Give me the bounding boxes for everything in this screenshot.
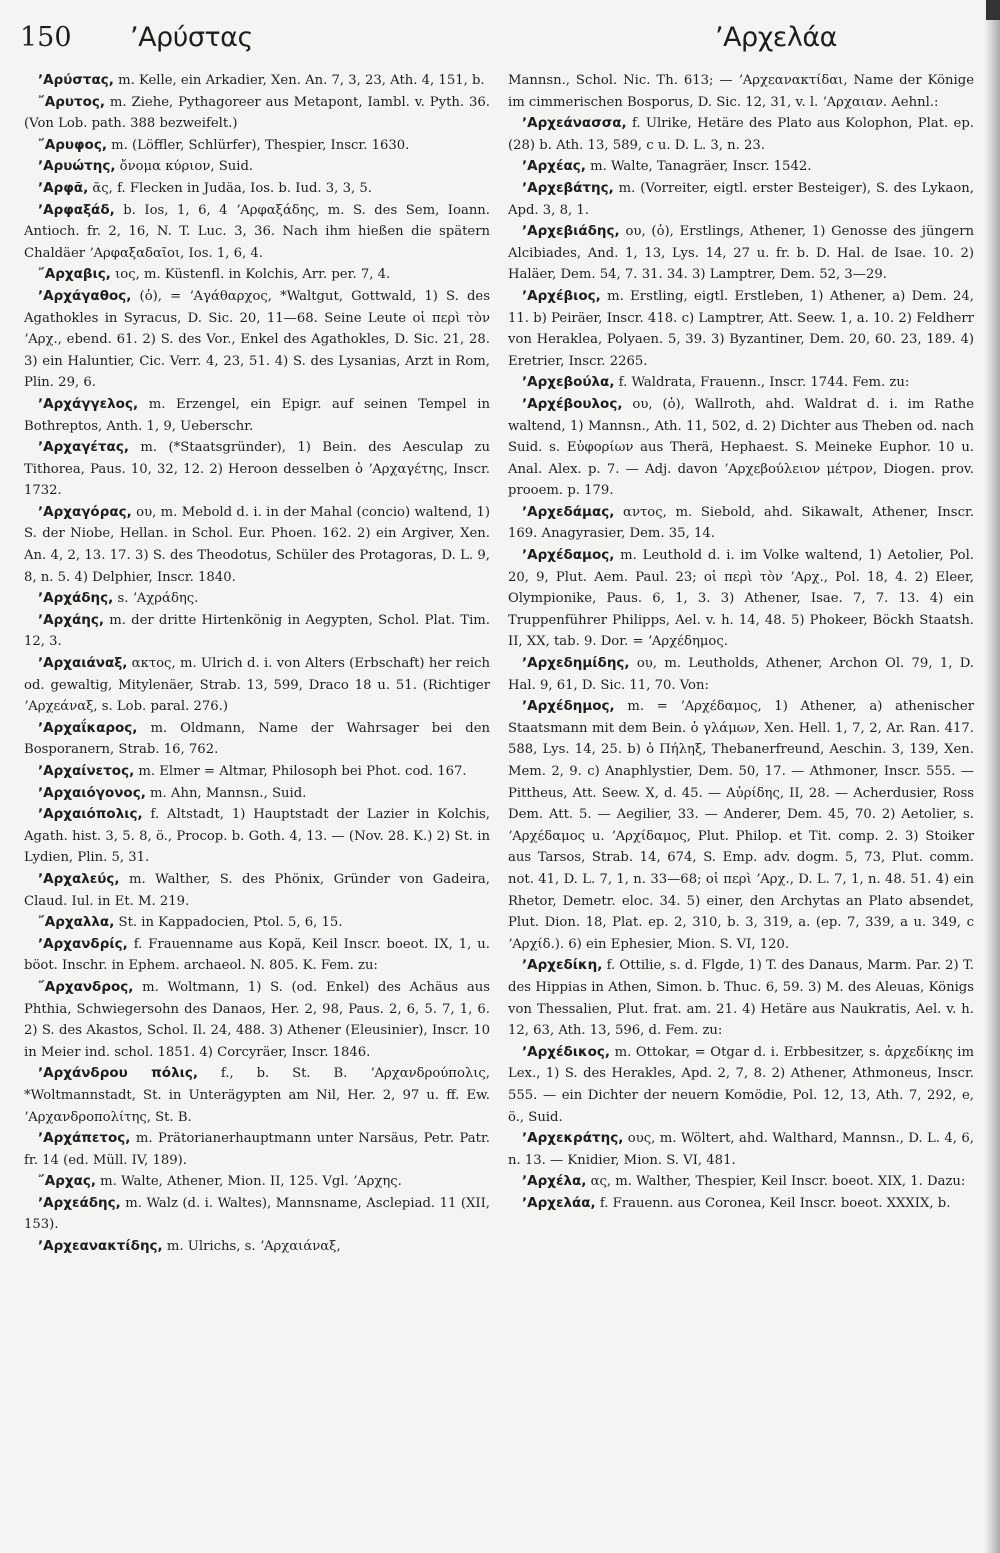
entry-headword: ʼΑρχεδάμας, — [522, 503, 615, 520]
entry-definition: ὄνομα κύριον, Suid. — [115, 159, 254, 175]
entry-definition: f. Ottilie, s. d. Flgde, 1) T. des Danaus, Marm. Par. 2) T. des Hippias in Athen, Simon. b. Thuc. 6, 59. 3) M. des Aleuas, Königs von Thessalien, Plut. frat. am. 21. 4) Hetäre aus Naukratis, Ael. v. h. 12, 63, Ath. 13, 596, d. Fem. zu: — [508, 958, 974, 1039]
entry-definition: m. Walther, S. des Phönix, Gründer von Gadeira, Claud. Iul. in Et. M. 219. — [24, 871, 490, 909]
dictionary-entry — [24, 437, 490, 502]
dictionary-entry — [508, 545, 974, 653]
dictionary-entry — [508, 286, 974, 372]
dictionary-entry — [508, 221, 974, 286]
entry-headword: ʼΑρχέδικος, — [522, 1043, 610, 1060]
entry-headword: ʼΑρχεανακτίδης, — [38, 1238, 163, 1255]
entry-definition: m. Kelle, ein Arkadier, Xen. An. 7, 3, 23, Ath. 4, 151, b. — [113, 73, 485, 88]
entry-definition: ου, m. Mebold d. i. in der Mahal (concio) waltend, 1) S. der Niobe, Hellan. in Schol. Eur. Phoen. 162. 2) ein Argiver, Xen. An. 4, 2, 13. 17. 3) S. des Theodotus, Schüler des Protagoras, D. L. 9, 8, n. 5. 4) Delphier, Inscr. 1840. — [24, 504, 490, 585]
dictionary-entry — [24, 869, 490, 912]
entry-headword: ʼΑρχεβούλα, — [522, 374, 615, 391]
dictionary-entry — [508, 696, 974, 955]
entry-definition: ας, m. Walther, Thespier, Keil Inscr. boeot. XIX, 1. Dazu: — [586, 1174, 966, 1190]
dictionary-entry — [24, 70, 490, 92]
dictionary-entry — [24, 783, 490, 805]
entry-definition: St. in Kappadocien, Ptol. 5, 6, 15. — [114, 915, 343, 931]
entry-headword: ʼΑρχέδημος, — [522, 698, 615, 715]
page-edge-shadow — [984, 0, 1000, 1553]
entry-definition: (ὁ), = ʼΑγάθαρχος, *Waltgut, Gottwald, 1) S. des Agathokles in Syracus, D. Sic. 20, 11—68. Seine Leute οἱ περὶ τὸν ʼΑρχ., ebend. 61. 2) S. des Vor., Enkel des Agathokles, D. Sic. 21, 28. 3) ein Haluntier, Cic. Verr. 4, 23, 51. 4) S. des Lysanias, Arzt in Rom, Plin. 29, 6. — [24, 288, 490, 391]
dictionary-entry — [24, 804, 490, 869]
entry-headword: ʼΑρχάπετος, — [38, 1130, 131, 1147]
dictionary-entry — [24, 394, 490, 437]
entry-headword: ῎Αρχας, — [38, 1173, 96, 1190]
page-number: 150 — [20, 22, 72, 53]
entry-headword: ῎Αρυφος, — [38, 136, 107, 153]
entry-headword: ʼΑρχαγέτας, — [38, 439, 129, 456]
dictionary-entry — [508, 653, 974, 696]
entry-headword: ʼΑρχαιάναξ, — [38, 655, 128, 672]
entry-definition: m. Erstling, eigtl. Erstleben, 1) Athener, a) Dem. 24, 11. b) Peiräer, Inscr. 418. c) Lamptrer, Att. Seew. 1, a. 10. 2) Feldherr von Heraklea, Polyaen. 5, 39. 3) Byzantiner, Dem. 20, 60. 23, 189. 4) Eretrier, Inscr. 2265. — [508, 288, 974, 369]
dictionary-entry — [508, 1042, 974, 1128]
dictionary-entry — [24, 135, 490, 157]
entry-headword: ῎Αρχανδρος, — [38, 978, 134, 995]
dictionary-entry — [508, 394, 974, 502]
dictionary-entry — [24, 653, 490, 718]
entry-headword: ʼΑρχάγαθος, — [38, 287, 132, 304]
entry-headword: ʼΑρχέλα, — [522, 1173, 587, 1190]
entry-definition: ακτος, m. Ulrich d. i. von Alters (Erbschaft) her reich od. gewaltig, Mitylenäer, Strab. 13, 599, Draco 18 u. 51. (Richtiger ʼΑρχεάναξ, s. Lob. paral. 276.) — [24, 656, 490, 715]
dictionary-entry — [508, 502, 974, 545]
entry-definition: m. Walz (d. i. Waltes), Mannsname, Asclepiad. 11 (XII, 153). — [24, 1195, 490, 1233]
entry-headword: ʼΑρχεάδης, — [38, 1194, 121, 1211]
entry-definition: m. (*Staatsgründer), 1) Bein. des Aesculap zu Tithorea, Paus. 10, 32, 12. 2) Heroon desselben ὁ ʼΑρχαγέτης, Inscr. 1732. — [24, 440, 490, 499]
dictionary-entry — [24, 156, 490, 178]
entry-definition: m. (Vorreiter, eigtl. erster Besteiger), S. des Lykaon, Apd. 3, 8, 1. — [508, 180, 974, 218]
entry-headword: ʼΑρχανδρίς, — [38, 935, 128, 952]
dictionary-entry — [24, 502, 490, 588]
entry-definition: f. Ulrike, Hetäre des Plato aus Kolophon, Plat. ep. (28) b. Ath. 13, 589, c u. D. L. 3, n. 23. — [508, 116, 974, 153]
entry-headword: ʼΑρφαξάδ, — [38, 201, 115, 218]
entry-headword: ʼΑρχέας, — [522, 158, 586, 175]
entry-definition: m. Oldmann, Name der Wahrsager bei den Bosporanern, Strab. 16, 762. — [24, 720, 490, 758]
entry-definition: m. Ahn, Mannsn., Suid. — [145, 785, 307, 801]
right-guideword: ʼΑρχελάα — [715, 22, 837, 53]
entry-headword: ʼΑρχέβουλος, — [522, 395, 623, 412]
dictionary-entry — [508, 1128, 974, 1171]
entry-headword: ʼΑρχάγγελος, — [38, 395, 139, 412]
entry-definition: m. der dritte Hirtenkönig in Aegypten, Schol. Plat. Tim. 12, 3. — [24, 612, 490, 650]
entry-definition: ιος, m. Küstenfl. in Kolchis, Arr. per. 7, 4. — [110, 267, 391, 283]
entry-headword: ʼΑρχεάνασσα, — [522, 115, 627, 132]
entry-definition: m. Ulrichs, s. ʼΑρχαιάναξ, — [162, 1239, 341, 1255]
entry-definition: m. Prätorianerhauptmann unter Narsäus, Petr. Patr. fr. 14 (ed. Müll. IV, 189). — [24, 1131, 490, 1168]
entry-headword: ʼΑρχεδίκη, — [522, 957, 603, 974]
dictionary-body — [24, 70, 974, 1258]
entry-definition: ου, (ὁ), Erstlings, Athener, 1) Genosse des jüngern Alcibiades, And. 1, 13, Lys. 14, 27 u. fr. b. D. Hal. de Isae. 10. 2) Haläer, Dem. 54, 7. 31. 34. 3) Lamptrer, Dem. 52, 3—29. — [508, 224, 974, 283]
entry-headword: ʼΑρχάνδρου πόλις, — [38, 1065, 199, 1082]
entry-headword: ʼΑρχαγόρας, — [38, 503, 132, 520]
entry-headword: ʼΑρχαίνετος, — [38, 763, 135, 779]
page-edge-corner — [986, 0, 1000, 20]
entry-headword: ʼΑρχέδαμος, — [522, 547, 615, 564]
page-header — [20, 22, 980, 62]
entry-definition: αντος, m. Siebold, ahd. Sikawalt, Athener, Inscr. 169. Anagyrasier, Dem. 35, 14. — [508, 504, 974, 542]
entry-definition: ου, m. Leutholds, Athener, Archon Ol. 79, 1, D. Hal. 9, 61, D. Sic. 11, 70. Von: — [508, 656, 974, 693]
entry-definition: m. Woltmann, 1) S. (od. Enkel) des Achäus aus Phthia, Schwiegersohn des Danaos, Her. 2, 98, Paus. 2, 6, 5. 7, 1, 6. 2) S. des Akastos, Schol. Il. 24, 488. 3) Athener (Eleusinier), Inscr. 10 in Meier ind. schol. 1851. 4) Corcyräer, Inscr. 1846. — [24, 979, 490, 1060]
entry-definition: m. Erzengel, ein Epigr. auf seinen Tempel in Bothreptos, Anth. 1, 9, Ueberschr. — [24, 396, 490, 434]
entry-headword: ʼΑρχαΐκαρος, — [38, 719, 138, 736]
entry-headword: ʼΑρχεβιάδης, — [522, 223, 620, 240]
entry-headword: ῎Αρχαλλα, — [38, 914, 115, 931]
entry-definition: m. Elmer = Altmar, Philosoph bei Phot. cod. 167. — [134, 764, 467, 779]
entry-definition: m. (Löffler, Schlürfer), Thespier, Inscr. 1630. — [106, 137, 410, 153]
dictionary-entry — [24, 934, 490, 977]
entry-definition: m. Ziehe, Pythagoreer aus Metapont, Iambl. v. Pyth. 36. (Von Lob. path. 388 bezweifelt.) — [24, 94, 490, 132]
entry-headword: ʼΑρχάης, — [38, 611, 104, 628]
entry-headword: ῎Αρχαβις, — [38, 266, 111, 283]
entry-headword: ʼΑρχαλεύς, — [38, 870, 120, 887]
entry-headword: ῎Αρυτος, — [38, 93, 105, 110]
entry-headword: ʼΑρχεκράτης, — [522, 1130, 624, 1147]
entry-definition: s. ʼΑχράδης. — [113, 591, 199, 607]
dictionary-entry — [24, 1236, 490, 1258]
entry-headword: ʼΑρχάδης, — [38, 590, 114, 607]
dictionary-entry — [508, 156, 974, 178]
left-guideword: ʼΑρύστας — [130, 22, 253, 53]
dictionary-entry — [24, 977, 490, 1063]
dictionary-entry — [24, 1193, 490, 1236]
dictionary-entry — [508, 1193, 974, 1215]
entry-headword: ʼΑρύστας, — [38, 72, 114, 88]
dictionary-entry — [24, 588, 490, 610]
dictionary-entry — [24, 1128, 490, 1171]
entry-definition: f. Frauenname aus Kopä, Keil Inscr. boeot. IX, 1, u. böot. Inschr. in Ephem. archaeol. N. 805. K. Fem. zu: — [24, 936, 490, 974]
entry-definition: f., b. St. B. ʼΑρχανδρούπολις, *Woltmannstadt, St. in Unterägypten am Nil, Her. 2, 97 u. ff. Ew. ʼΑρχανδροπολίτης, St. B. — [24, 1066, 490, 1125]
dictionary-entry — [508, 372, 974, 394]
entry-definition: ου, (ὁ), Wallroth, ahd. Waldrat d. i. im Rathe waltend, 1) Mannsn., Ath. 11, 502, d. 2) Dichter aus Theben od. nach Suid. s. Εὐφορίων aus Therä, Hephaest. S. Meineke Euphor. 10 u. Anal. Alex. p. 7. — Adj. davon ʼΑρχεβούλειον μέτρον, Diogen. prov. prooem. p. 179. — [508, 396, 974, 499]
entry-definition: m. Ottokar, = Otgar d. i. Erbbesitzer, s. ἀρχεδίκης im Lex., 1) S. des Herakles, Apd. 2, 7, 8. 2) Athener, Athmoneus, Inscr. 555. — ein Dichter der neuern Komödie, Pol. 12, 13, Ath. 7, 292, e, ö., Suid. — [508, 1044, 974, 1125]
dictionary-entry — [24, 264, 490, 286]
entry-definition: f. Waldrata, Frauenn., Inscr. 1744. Fem. zu: — [614, 375, 910, 391]
dictionary-entry — [508, 178, 974, 221]
entry-definition: m. Walte, Tanagräer, Inscr. 1542. — [585, 159, 812, 175]
dictionary-entry — [24, 761, 490, 783]
entry-headword: ʼΑρχεβάτης, — [522, 179, 614, 196]
dictionary-entry — [24, 912, 490, 934]
entry-definition: f. Altstadt, 1) Hauptstadt der Lazier in Kolchis, Agath. hist. 3, 5. 8, ö., Procop. b. Goth. 4, 13. — (Nov. 28. K.) 2) St. in Lydien, Plin. 5, 31. — [24, 807, 490, 866]
dictionary-entry — [24, 1171, 490, 1193]
entry-definition: ᾶς, f. Flecken in Judäa, Ios. b. Iud. 3, 3, 5. — [88, 180, 372, 196]
right-column — [508, 70, 974, 1258]
entry-headword: ʼΑρυώτης, — [38, 158, 116, 175]
dictionary-entry — [24, 92, 490, 135]
entry-definition: f. Frauenn. aus Coronea, Keil Inscr. boeot. XXXIX, b. — [595, 1195, 951, 1211]
entry-headword: ʼΑρχαιόγονος, — [38, 784, 146, 801]
entry-definition: ους, m. Wöltert, ahd. Walthard, Mannsn., D. L. 4, 6, n. 13. — Knidier, Mion. S. VI, 481. — [508, 1131, 974, 1168]
dictionary-entry — [24, 286, 490, 394]
dictionary-entry — [508, 113, 974, 156]
dictionary-entry — [508, 70, 974, 113]
dictionary-entry — [24, 200, 490, 265]
dictionary-entry — [24, 178, 490, 200]
entry-definition: Mannsn., Schol. Nic. Th. 613; — ʼΑρχεανακτίδαι, Name der Könige im cimmerischen Bosporus, D. Sic. 12, 31, v. l. ʼΑρχαιαν. Aehnl.: — [508, 73, 974, 110]
dictionary-entry — [24, 610, 490, 653]
entry-definition: m. Leuthold d. i. im Volke waltend, 1) Aetolier, Pol. 20, 9, Plut. Aem. Paul. 23; οἱ περὶ τὸν ʼΑρχ., Pol. 18, 4. 2) Eleer, Olympionike, Paus. 6, 1, 3. 3) Athener, Isae. 7, 7. 13. 4) ein Truppenführer Philipps, Ael. v. h. 14, 48. 5) Phokeer, Böckh Staatsh. II, XX, tab. 9. Dor. = ʼΑρχέδημος. — [508, 548, 974, 650]
entry-definition: b. Ios, 1, 6, 4 ʼΑρφαξάδης, m. S. des Sem, Ioann. Antioch. fr. 2, 16, N. T. Luc. 3, 36. Nach ihm hießen die spätern Chaldäer ʼΑρφαξαδαῖοι, Ios. 1, 6, 4. — [24, 202, 490, 261]
dictionary-entry — [508, 1171, 974, 1193]
entry-headword: ʼΑρχέβιος, — [522, 287, 601, 304]
dictionary-entry — [24, 718, 490, 761]
left-column — [24, 70, 490, 1258]
entry-headword: ʼΑρφᾶ, — [38, 179, 89, 196]
dictionary-entry — [508, 955, 974, 1041]
entry-headword: ʼΑρχελάα, — [522, 1194, 596, 1211]
dictionary-entry — [24, 1063, 490, 1128]
entry-headword: ʼΑρχεδημίδης, — [522, 655, 630, 672]
entry-headword: ʼΑρχαιόπολις, — [38, 806, 143, 823]
entry-definition: m. = ʼΑρχέδαμος, 1) Athener, a) athenischer Staatsmann mit dem Bein. ὁ γλάμων, Xen. Hell. 1, 7, 2, Ar. Ran. 417. 588, Lys. 14, 25. b) ὁ Πήληξ, Thebanerfreund, Aeschin. 3, 139, Xen. Mem. 2, 9. c) Anaphlystier, Dem. 50, 17. — Athmoner, Inscr. 555. — Pittheus, Att. Seew. X, d. 45. — Αὐρίδης, II, 28. — Acherdusier, Ross Dem. Att. 5. — Aegilier, 33. — Anderer, Dem. 45, 70. 2) Aetolier, s. ʼΑρχέδαμος u. ʼΑρχίδαμος, Plut. Philop. et Tit. comp. 2. 3) Stoiker aus Tarsos, Strab. 14, 674, S. Emp. adv. dogm. 5, 73, Plut. comm. not. 41, D. L. 7, 1, n. 33—68; οἱ περὶ ʼΑρχ., D. L. 7, 1, n. 48. 51. 4) ein Rhetor, Demetr. eloc. 34. 5) einer, den Archytas an Plato absendet, Plut. Dion. 18, Plat. ep. 2, 310, b. 3, 319, a. (ep. 7, 339, a u. 349, c ʼΑρχίδ.). 6) ein Ephesier, Mion. S. VI, 120. — [508, 699, 974, 952]
entry-definition: m. Walte, Athener, Mion. II, 125. Vgl. ʼΑρχης. — [95, 1174, 402, 1190]
